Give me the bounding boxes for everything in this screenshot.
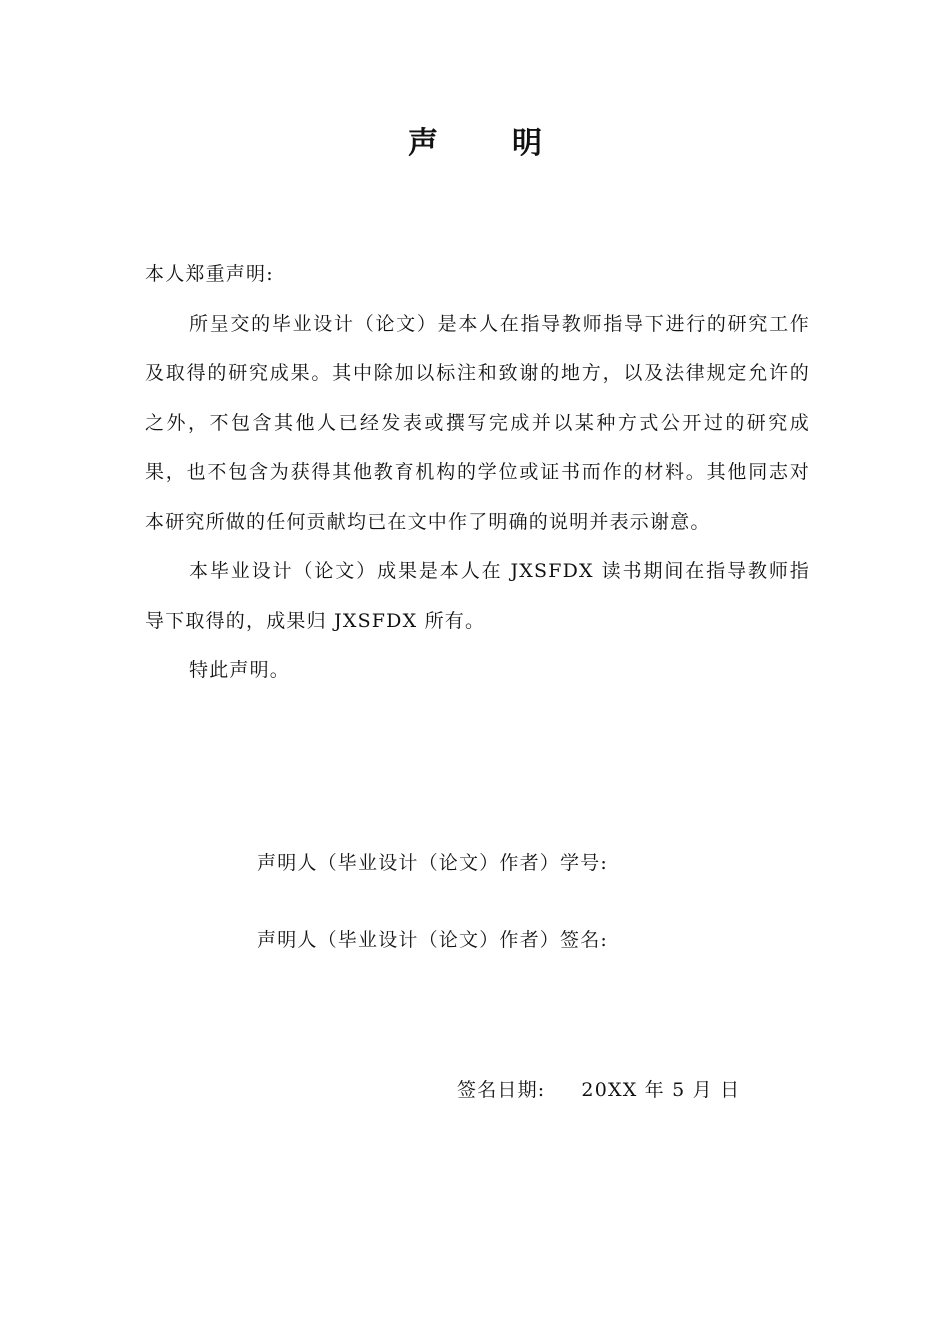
declaration-paragraph-1: 所呈交的毕业设计（论文）是本人在指导教师指导下进行的研究工作及取得的研究成果。其中除加以标注和致谢的地方，以及法律规定允许的之外，不包含其他人已经发表或撰写完成并以某种方式公开过的研究成果，也不包含为获得其他教育机构的学位或证书而作的材料。其他同志对本研究所做的任何贡献均已在文中作了明确的说明并表示谢意。 <box>145 312 810 533</box>
title-char-2: 明 <box>512 126 542 161</box>
declaration-paragraph-3: 特此声明。 <box>189 659 291 681</box>
page-title <box>0 118 950 162</box>
title-char-1: 声 <box>408 126 438 161</box>
student-id-label: 声明人（毕业设计（论文）作者）学号: <box>257 852 609 874</box>
declaration-paragraph-2: 本毕业设计（论文）成果是本人在 JXSFDX 读书期间在指导教师指导下取得的，成果归 JXSFDX 所有。 <box>145 560 810 632</box>
signature-label: 声明人（毕业设计（论文）作者）签名: <box>257 929 609 951</box>
date-value: 20XX 年 5 月 日 <box>581 1079 741 1101</box>
declaration-body <box>145 250 810 696</box>
signature-date <box>457 1075 740 1102</box>
date-label: 签名日期: <box>457 1079 546 1101</box>
opening-line: 本人郑重声明: <box>145 263 274 285</box>
